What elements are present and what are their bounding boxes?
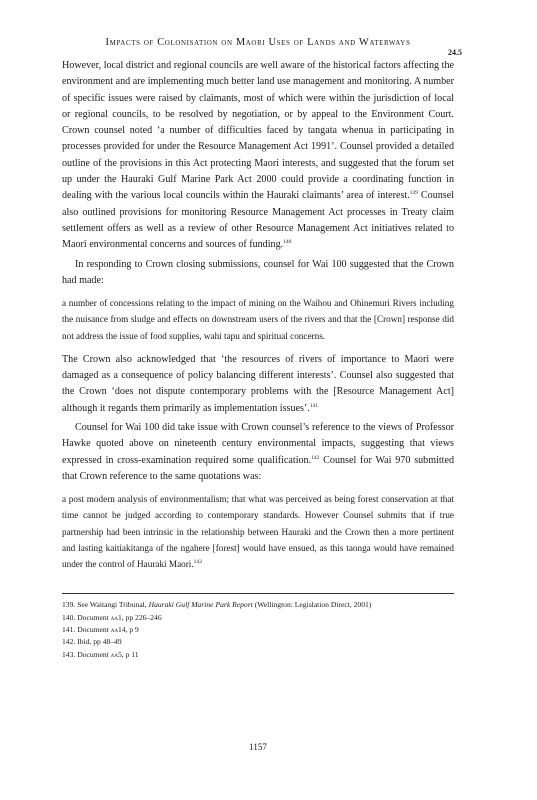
footnote-text: Document [77,612,111,622]
paragraph-2: In responding to Crown closing submissions, counsel for Wai 100 suggested that the Crown had made: [62,258,454,286]
paragraph-4 [62,420,454,485]
footnote [62,599,454,611]
footnote [62,636,454,648]
footnote-ref[interactable]: 140 [283,239,292,246]
footnote [62,649,454,661]
footnote-text: , p 11 [121,649,139,659]
document-ref: aa5 [110,649,122,659]
block-quote-2 [62,491,454,572]
paragraph-text: Counsel also outlined provisions for monitoring Resource Management Act processes in Treaty claim settlement offers as well as a review of other Resource Management Act initiatives related to Maori environmental concerns and sources of funding. [62,190,455,251]
footnote-ref[interactable]: 139 [409,190,418,197]
quote-text: a post modern analysis of environmentalism; that what was perceived as being forest conservation at that time cannot be judged according to contemporary standards. However Counsel submits that if true partnership had been intrinsic in the relationship between Hauraki and the Crown then a more pertinent and lasting kaitiakitanga of the ngahere [forest] would have ensued, as this taonga would have remained under the control of Hauraki Maori. [62,494,454,569]
paragraph-3 [62,352,454,417]
footnote-number: 143. [62,649,76,659]
footnote-text: (Wellington: Legislation Direct, 2001) [252,600,372,610]
document-ref: aa1 [110,612,122,622]
footnote-number: 140. [62,612,76,622]
footnote-text: See Waitangi Tribunal, [77,600,149,610]
paragraph-text: Counsel for Wai 970 submitted that Crown reference to the same quotations was: [62,454,455,482]
footnote-text: Document [77,649,111,659]
paragraph-text: The Crown also acknowledged that ‘the resources of rivers of importance to Maori were damaged as a consequence of policy balancing different interests’. Counsel also suggested that the Crown ‘does not dispute contemporary problems with the [Resource Management Act] although it regards them primarily as implementation issues’. [62,353,454,414]
footnote-text: Document [77,624,111,634]
running-head: Impacts of Colonisation on Maori Uses of Lands and Waterways [105,37,411,48]
footnote-ref[interactable]: 142 [311,454,320,461]
section-number: 24.5 [448,48,462,57]
footnote-title: Hauraki Gulf Marine Park Report [148,600,253,610]
block-quote-1: a number of concessions relating to the impact of mining on the Waihou and Ohinemuri Rivers including the nuisance from sludge and effects on downstream users of the rivers and that the [Crown] response did not address the issue of food supplies, wahi tapu and spiritual concerns. [62,298,454,341]
footnote-text: Ibid, pp 48–49 [77,637,122,647]
footnote [62,624,454,636]
footnote-rule [62,593,454,594]
footnote-number: 141. [62,624,76,634]
footnote-ref[interactable]: 141 [309,402,319,409]
paragraph-text: Counsel for Wai 100 did take issue with Crown counsel’s reference to the views of Professor Hawke quoted above on nineteenth century environmental impacts, suggesting that views expressed in cross-examination required some qualification. [62,421,454,466]
paragraph-text: However, local district and regional councils are well aware of the historical factors affecting the environment and are implementing much better land use management and monitoring. A number of specific issues were raised by claimants, most of which were within the jurisdiction of local or regional councils, to be resolved by negotiation, or by appeal to the Environment Court. Crown counsel noted ‘a number of difficulties faced by tangata whenua in participating in processes provided for under the Resource Management Act 1991’. Counsel provided a detailed outline of the provisions in this Act protecting Maori interests, and suggested that the forum set up under the Hauraki Gulf Marine Park Act 2000 could provide a coordinating function in dealing with the various local councils within the Hauraki claimants’ area of interest. [62,60,454,202]
footnote [62,612,454,624]
footnote-number: 139. [62,600,76,610]
paragraph-1 [62,58,454,254]
page-number: 1157 [249,742,267,752]
page [62,36,462,752]
footnote-text: , p 9 [125,624,139,634]
footnote-ref[interactable]: 143 [193,558,202,565]
document-ref: aa14 [110,624,126,634]
footnote-text: , pp 226–246 [121,612,162,622]
footnote-number: 142. [62,637,76,647]
